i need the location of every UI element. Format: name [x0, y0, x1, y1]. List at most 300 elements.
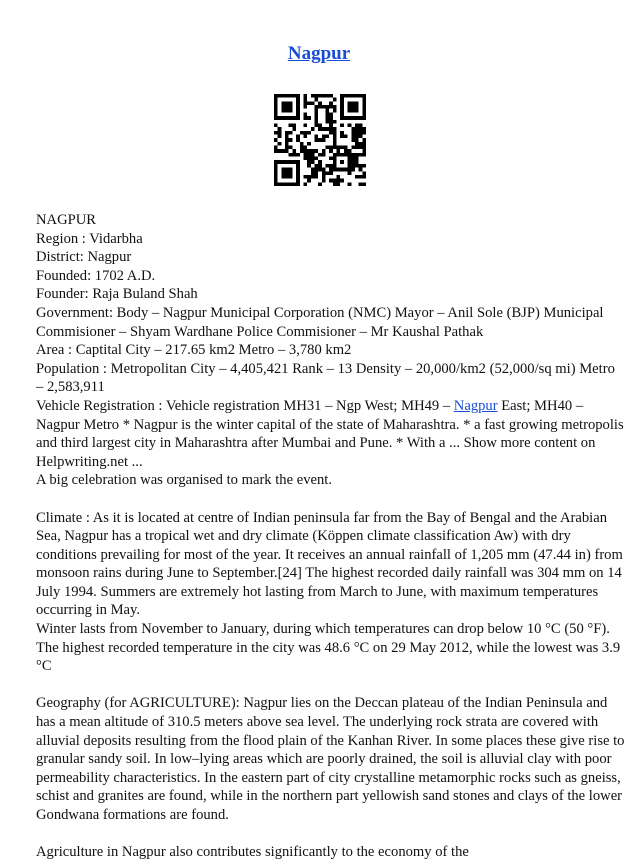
qr-module — [348, 94, 352, 98]
qr-module — [311, 153, 315, 157]
qr-module — [348, 157, 352, 161]
qr-module — [355, 105, 359, 109]
qr-module — [329, 157, 333, 161]
qr-module — [333, 168, 337, 172]
qr-module — [329, 164, 333, 168]
text-line: Founded: 1702 A.D. — [36, 267, 156, 284]
qr-module — [314, 116, 318, 120]
qr-module — [281, 171, 285, 175]
qr-module — [322, 127, 326, 131]
qr-module — [329, 168, 333, 172]
qr-module — [355, 138, 359, 142]
qr-module — [314, 138, 318, 142]
qr-module — [359, 142, 363, 146]
qr-module — [362, 109, 366, 113]
qr-module — [340, 146, 344, 150]
qr-module — [285, 171, 289, 175]
text-line: Winter lasts from November to January, during which temperatures can drop below 10 °C (50 °F). — [36, 621, 610, 638]
qr-module — [285, 146, 289, 150]
qr-module — [329, 171, 333, 175]
qr-module — [329, 120, 333, 124]
qr-module — [362, 182, 366, 186]
qr-module — [274, 101, 278, 105]
qr-module — [289, 146, 293, 150]
text-line: Sea, Nagpur has a tropical wet and dry climate (Köppen climate classification Aw) with dry — [36, 528, 571, 545]
qr-module — [303, 153, 307, 157]
qr-module — [303, 134, 307, 138]
qr-module — [278, 94, 282, 98]
qr-module — [311, 160, 315, 164]
qr-module — [340, 123, 344, 127]
qr-module — [322, 138, 326, 142]
qr-module — [278, 142, 282, 146]
qr-module — [351, 134, 355, 138]
qr-module — [355, 146, 359, 150]
text-segment: Vehicle Registration : Vehicle registration MH31 – Ngp West; MH49 – — [36, 397, 454, 414]
qr-module — [362, 112, 366, 116]
qr-module — [307, 131, 311, 135]
qr-module — [329, 131, 333, 135]
qr-module — [333, 182, 337, 186]
qr-module — [274, 109, 278, 113]
qr-module — [314, 175, 318, 179]
qr-module — [278, 131, 282, 135]
qr-module — [359, 164, 363, 168]
qr-module — [344, 153, 348, 157]
qr-module — [322, 175, 326, 179]
qr-module — [281, 101, 285, 105]
qr-module — [348, 168, 352, 172]
qr-module — [337, 179, 341, 183]
text-line: Helpwriting.net ... — [36, 453, 143, 470]
qr-module — [311, 175, 315, 179]
qr-module — [351, 164, 355, 168]
text-line: Founder: Raja Buland Shah — [36, 286, 198, 303]
text-line: July 1994. Summers are extremely hot lasting from March to June, with maximum temperatures — [36, 583, 599, 600]
qr-module — [348, 109, 352, 113]
qr-module — [340, 94, 344, 98]
qr-module — [274, 98, 278, 102]
qr-module — [337, 175, 341, 179]
text-line: Population : Metropolitan City – 4,405,421 Rank – 13 Density – 20,000/km2 (52,000/sq mi) Metro — [36, 360, 615, 377]
qr-module — [307, 175, 311, 179]
qr-module — [333, 142, 337, 146]
qr-module — [355, 101, 359, 105]
text-line: °C — [36, 658, 52, 675]
qr-module — [355, 127, 359, 131]
qr-module — [359, 94, 363, 98]
qr-module — [303, 94, 307, 98]
qr-module — [359, 116, 363, 120]
qr-module — [285, 138, 289, 142]
text-line: Nagpur Metro * Nagpur is the winter capital of the state of Maharashtra. * a fast growing metropolis — [36, 416, 624, 433]
qr-module — [289, 171, 293, 175]
qr-module — [274, 131, 278, 135]
qr-module — [296, 105, 300, 109]
qr-module — [296, 134, 300, 138]
qr-module — [318, 168, 322, 172]
qr-module — [326, 171, 330, 175]
qr-module — [296, 112, 300, 116]
qr-module — [292, 149, 296, 153]
qr-module — [362, 127, 366, 131]
qr-module — [285, 105, 289, 109]
qr-module — [292, 123, 296, 127]
text-line: has a mean altitude of 310.5 meters above sea level. The underlying rock strata are covered with — [36, 714, 599, 731]
qr-module — [362, 98, 366, 102]
text-line: Agriculture in Nagpur also contributes significantly to the economy of the — [36, 844, 469, 861]
qr-module — [274, 112, 278, 116]
qr-module — [296, 160, 300, 164]
qr-module — [355, 123, 359, 127]
qr-module — [355, 116, 359, 120]
qr-module — [329, 105, 333, 109]
qr-module — [274, 94, 278, 98]
qr-module — [329, 116, 333, 120]
qr-module — [300, 149, 304, 153]
qr-module — [355, 153, 359, 157]
qr-module — [362, 94, 366, 98]
qr-module — [333, 164, 337, 168]
qr-module — [318, 153, 322, 157]
qr-module — [311, 101, 315, 105]
qr-module — [333, 157, 337, 161]
text-line: Gondwana formations are found. — [36, 807, 229, 823]
qr-module — [351, 146, 355, 150]
qr-module — [303, 101, 307, 105]
qr-module — [285, 94, 289, 98]
title-link[interactable]: Nagpur — [287, 43, 351, 64]
qr-module — [281, 168, 285, 172]
paragraph-gap — [36, 825, 608, 844]
qr-module — [300, 131, 304, 135]
qr-module — [289, 94, 293, 98]
qr-module — [340, 116, 344, 120]
qr-module — [281, 94, 285, 98]
qr-module — [314, 98, 318, 102]
qr-module — [296, 138, 300, 142]
qr-module — [311, 127, 315, 131]
qr-module — [340, 101, 344, 105]
qr-module — [362, 131, 366, 135]
qr-module — [322, 153, 326, 157]
qr-module — [285, 109, 289, 113]
qr-module — [285, 101, 289, 105]
qr-module — [314, 164, 318, 168]
qr-module — [333, 160, 337, 164]
qr-module — [281, 149, 285, 153]
inline-link-nagpur[interactable]: Nagpur — [453, 397, 498, 414]
qr-module — [322, 105, 326, 109]
qr-module — [359, 182, 363, 186]
qr-module — [281, 182, 285, 186]
qr-module — [318, 123, 322, 127]
qr-module — [314, 157, 318, 161]
qr-module — [307, 142, 311, 146]
qr-module — [340, 109, 344, 113]
page-title — [0, 42, 638, 66]
qr-code-image — [274, 94, 366, 186]
qr-module — [344, 94, 348, 98]
qr-module — [311, 157, 315, 161]
qr-module — [303, 123, 307, 127]
text-line: Geography (for AGRICULTURE): Nagpur lies on the Deccan plateau of the Indian Peninsula and — [36, 695, 608, 712]
qr-module — [333, 138, 337, 142]
qr-module — [344, 149, 348, 153]
qr-module — [355, 134, 359, 138]
qr-module — [292, 94, 296, 98]
qr-module — [359, 175, 363, 179]
text-line: conditions prevailing for most of the year. It receives an annual rainfall of 1,205 mm (47.44 in) from — [36, 546, 623, 563]
qr-module — [296, 164, 300, 168]
qr-module — [307, 153, 311, 157]
qr-module — [351, 101, 355, 105]
qr-module — [351, 94, 355, 98]
qr-module — [281, 175, 285, 179]
qr-module — [351, 105, 355, 109]
qr-module — [303, 112, 307, 116]
qr-module — [318, 138, 322, 142]
qr-module — [340, 153, 344, 157]
qr-module — [326, 94, 330, 98]
qr-module — [351, 168, 355, 172]
qr-module — [274, 123, 278, 127]
text-line: Commisioner – Shyam Wardhane Police Commisioner – Mr Kaushal Pathak — [36, 323, 484, 340]
qr-module — [307, 160, 311, 164]
qr-module — [340, 105, 344, 109]
qr-module — [303, 116, 307, 120]
qr-module — [307, 164, 311, 168]
qr-module — [344, 134, 348, 138]
qr-module — [289, 105, 293, 109]
qr-module — [351, 153, 355, 157]
qr-module — [326, 120, 330, 124]
text-line: Government: Body – Nagpur Municipal Corporation (NMC) Mayor – Anil Sole (BJP) Municipal — [36, 304, 604, 321]
qr-module — [351, 160, 355, 164]
qr-module — [359, 134, 363, 138]
qr-module — [344, 116, 348, 120]
qr-module — [359, 153, 363, 157]
qr-module — [285, 142, 289, 146]
qr-module — [281, 105, 285, 109]
qr-module — [285, 131, 289, 135]
qr-module — [285, 168, 289, 172]
qr-module — [355, 94, 359, 98]
qr-module — [362, 116, 366, 120]
qr-module — [285, 134, 289, 138]
qr-module — [326, 109, 330, 113]
qr-module — [296, 171, 300, 175]
qr-module — [333, 98, 337, 102]
qr-module — [337, 149, 341, 153]
qr-module — [344, 168, 348, 172]
qr-module — [348, 105, 352, 109]
qr-module — [303, 146, 307, 150]
qr-module — [278, 127, 282, 131]
qr-module — [326, 112, 330, 116]
qr-module — [300, 142, 304, 146]
qr-module — [348, 153, 352, 157]
text-line: monsoon rains during June to September.[24] The highest recorded daily rainfall was 304 mm on 14 — [36, 565, 622, 582]
qr-module — [303, 131, 307, 135]
qr-module — [292, 127, 296, 131]
qr-module — [285, 149, 289, 153]
qr-module — [274, 182, 278, 186]
qr-module — [303, 98, 307, 102]
qr-module — [337, 146, 341, 150]
qr-module — [362, 164, 366, 168]
qr-module — [351, 116, 355, 120]
qr-module — [359, 131, 363, 135]
qr-module — [355, 142, 359, 146]
qr-module — [274, 164, 278, 168]
qr-module — [362, 105, 366, 109]
text-line: A big celebration was organised to mark the event. — [36, 472, 332, 489]
qr-module — [303, 149, 307, 153]
qr-module — [289, 131, 293, 135]
qr-module — [322, 179, 326, 183]
qr-module — [333, 109, 337, 113]
qr-module — [333, 105, 337, 109]
qr-module — [314, 134, 318, 138]
qr-module — [333, 146, 337, 150]
qr-module — [296, 175, 300, 179]
qr-module — [322, 168, 326, 172]
qr-module — [351, 109, 355, 113]
qr-module — [307, 149, 311, 153]
qr-module — [362, 146, 366, 150]
qr-module — [289, 160, 293, 164]
qr-module — [296, 116, 300, 120]
qr-module — [326, 116, 330, 120]
qr-module — [274, 149, 278, 153]
qr-module — [362, 142, 366, 146]
qr-module — [311, 149, 315, 153]
text-line: permeability characteristics. In the eastern part of city crystalline metamorphic rocks such as gneiss, — [36, 769, 621, 786]
qr-module — [340, 131, 344, 135]
text-line: Region : Vidarbha — [36, 230, 143, 247]
qr-module — [329, 127, 333, 131]
qr-module — [359, 168, 363, 172]
qr-module — [329, 146, 333, 150]
qr-module — [289, 123, 293, 127]
qr-module — [318, 160, 322, 164]
qr-module — [289, 182, 293, 186]
qr-module — [340, 179, 344, 183]
text-line: Area : Captital City – 217.65 km2 Metro – 3,780 km2 — [36, 342, 352, 359]
qr-module — [314, 168, 318, 172]
qr-module — [333, 153, 337, 157]
qr-module — [274, 146, 278, 150]
qr-module — [314, 109, 318, 113]
text-line: – 2,583,911 — [36, 379, 105, 396]
qr-module — [351, 127, 355, 131]
qr-module — [351, 131, 355, 135]
qr-module — [278, 182, 282, 186]
qr-module — [333, 134, 337, 138]
qr-module — [318, 164, 322, 168]
qr-module — [348, 164, 352, 168]
qr-module — [344, 146, 348, 150]
qr-module — [314, 123, 318, 127]
text-segment: East; MH40 – — [497, 397, 584, 414]
qr-module — [326, 164, 330, 168]
qr-module — [340, 112, 344, 116]
qr-module — [292, 116, 296, 120]
qr-module — [296, 94, 300, 98]
qr-module — [348, 101, 352, 105]
qr-module — [314, 149, 318, 153]
qr-module — [278, 116, 282, 120]
qr-module — [281, 116, 285, 120]
qr-module — [355, 175, 359, 179]
qr-module — [274, 168, 278, 172]
qr-module — [285, 175, 289, 179]
text-line: The highest recorded temperature in the city was 48.6 °C on 29 May 2012, while the lowest was 3.9 — [36, 639, 621, 656]
qr-module — [300, 146, 304, 150]
qr-module — [314, 112, 318, 116]
qr-module — [362, 149, 366, 153]
qr-module — [289, 168, 293, 172]
qr-module — [281, 160, 285, 164]
qr-module — [329, 112, 333, 116]
text-line: granular sandy soil. In low–lying areas which are poorly drained, the soil is alluvial clay with poor — [36, 751, 612, 768]
qr-module — [318, 94, 322, 98]
qr-module — [333, 120, 337, 124]
text-line: and third largest city in Maharashtra after Mumbai and Pune. * With a ... Show more content on — [36, 435, 596, 452]
qr-module — [307, 101, 311, 105]
qr-module — [362, 171, 366, 175]
qr-module — [292, 153, 296, 157]
qr-module — [289, 175, 293, 179]
qr-module — [322, 134, 326, 138]
qr-module — [362, 101, 366, 105]
qr-module — [359, 123, 363, 127]
document-body — [36, 211, 625, 862]
qr-module — [296, 101, 300, 105]
qr-module — [289, 138, 293, 142]
qr-module — [303, 182, 307, 186]
qr-module — [311, 171, 315, 175]
text-line: occurring in May. — [36, 602, 141, 619]
qr-module — [351, 157, 355, 161]
qr-module — [314, 120, 318, 124]
qr-module — [318, 101, 322, 105]
qr-module — [307, 179, 311, 183]
qr-module — [289, 101, 293, 105]
qr-module — [340, 160, 344, 164]
text-line: NAGPUR — [36, 212, 97, 228]
qr-module — [362, 138, 366, 142]
qr-module — [296, 109, 300, 113]
qr-module — [337, 182, 341, 186]
qr-module — [326, 105, 330, 109]
qr-module — [355, 131, 359, 135]
qr-module — [348, 123, 352, 127]
qr-module — [329, 179, 333, 183]
qr-module — [322, 149, 326, 153]
qr-module — [333, 131, 337, 135]
qr-module — [311, 168, 315, 172]
qr-module — [274, 160, 278, 164]
qr-module — [340, 134, 344, 138]
qr-module — [329, 101, 333, 105]
qr-module — [318, 127, 322, 131]
text-line — [36, 397, 608, 416]
qr-module — [289, 153, 293, 157]
qr-module — [333, 179, 337, 183]
qr-module — [285, 116, 289, 120]
